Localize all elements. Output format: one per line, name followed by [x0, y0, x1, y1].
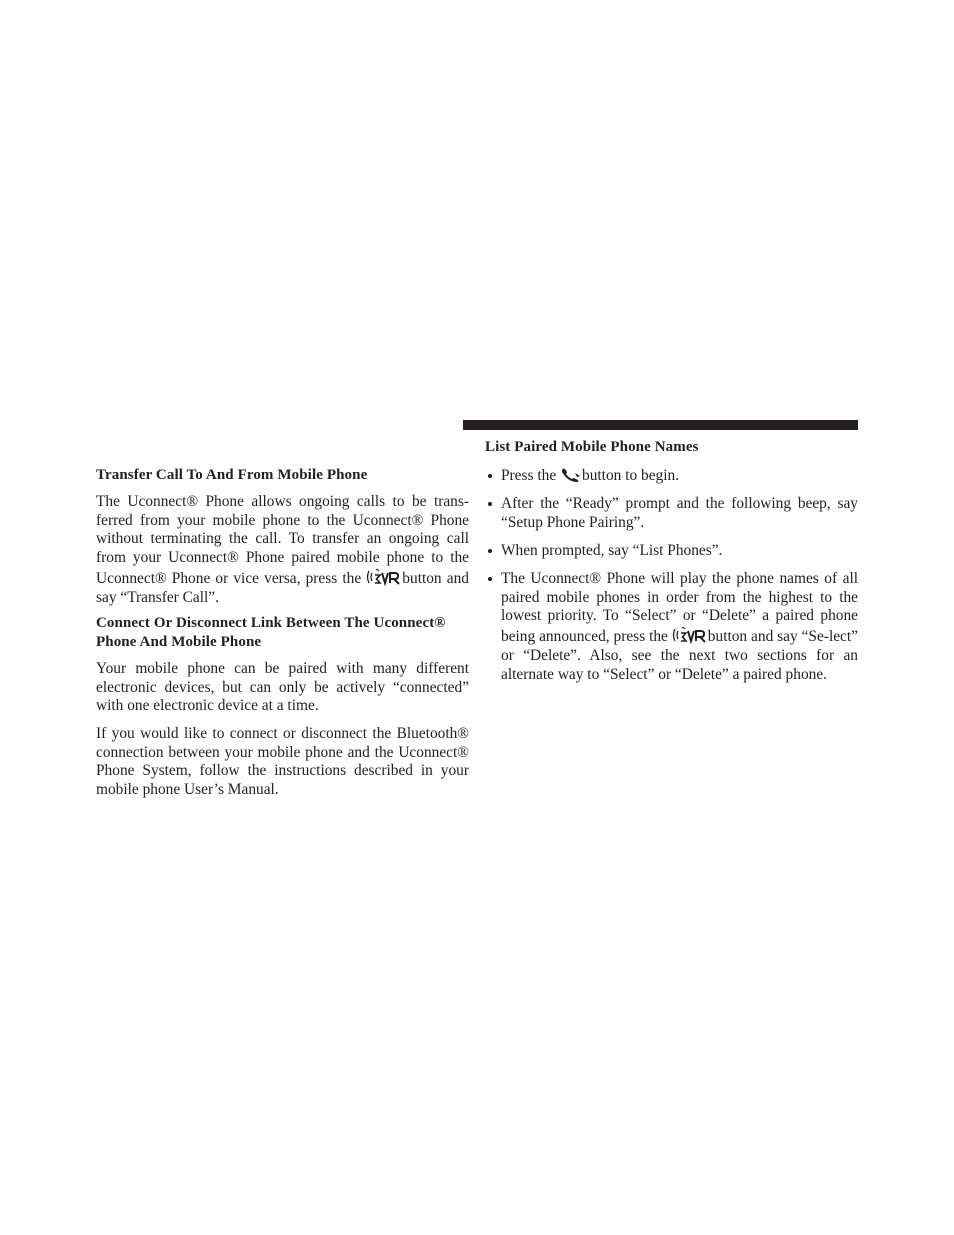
paragraph-bluetooth-connection: If you would like to connect or disconnect the Bluetooth® connection between your mobile phone and the Uconnect® Phone System, follow the instructions described in your mobile phone User’s Manual.	[96, 725, 469, 799]
list-item-text-a: The Uconnect® Phone will play the phone names of all paired mobile phones in order from the highest to the lowest priority. To “Select” or “Delete” a paired phone being announced, press the	[501, 570, 858, 646]
list-item-text	[501, 570, 858, 684]
list-item-text	[501, 467, 858, 486]
paragraph-paired-devices: Your mobile phone can be paired with many different electronic devices, but can only be actively “connected” with one electronic device at a time.	[96, 660, 469, 715]
section-divider-bar	[463, 420, 858, 430]
bullet-marker	[488, 502, 492, 506]
bullet-marker	[488, 549, 492, 553]
list-item-text: After the “Ready” prompt and the following beep, say “Setup Phone Pairing”.	[501, 495, 858, 531]
phone-handset-icon	[560, 467, 582, 483]
paragraph-transfer-call-text-b: button and say “Transfer Call”.	[96, 569, 469, 606]
heading-connect-disconnect: Connect Or Disconnect Link Between The Uconnect® Phone And Mobile Phone	[96, 615, 446, 650]
list-item-text-a: Press the	[501, 467, 557, 484]
voice-recognition-icon	[366, 568, 402, 586]
heading-list-paired-phones: List Paired Mobile Phone Names	[485, 439, 699, 455]
paragraph-transfer-call-text-a: The Uconnect® Phone allows ongoing calls to be trans-ferred from your mobile phone to the Uconnect® Phone without terminating the call. To transfer an ongoing call from your Uconnect® Phone paired mobile phone to the Uconnect® Phone or vice versa, press the	[96, 493, 469, 587]
voice-recognition-icon	[672, 626, 708, 644]
bullet-marker	[488, 474, 492, 478]
paragraph-transfer-call	[96, 493, 469, 607]
list-item-text-b: button to begin.	[582, 467, 680, 484]
bullet-marker	[488, 577, 492, 581]
list-item-text: When prompted, say “List Phones”.	[501, 542, 723, 559]
heading-transfer-call: Transfer Call To And From Mobile Phone	[96, 467, 368, 483]
list-item-text-b: button and say “Se-lect” or “Delete”. Also, see the next two sections for an alternate way to “Select” or “Delete” a paired phone.	[501, 628, 858, 683]
